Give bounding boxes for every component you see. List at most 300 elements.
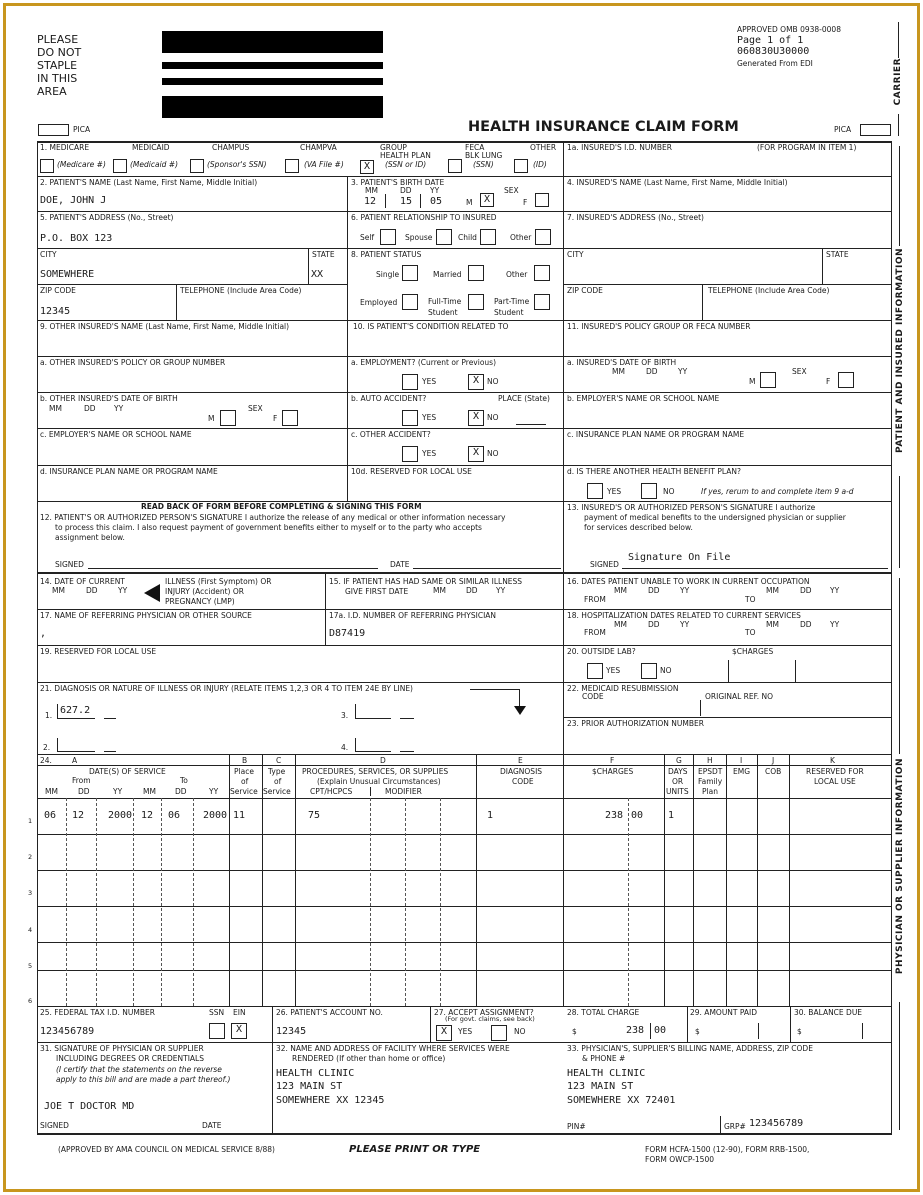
yy: YY <box>678 367 688 376</box>
rule <box>891 141 892 1134</box>
child-checkbox[interactable] <box>480 229 496 245</box>
box27-label: 27. ACCEPT ASSIGNMENT? <box>434 1008 534 1017</box>
box12-text: 12. PATIENT'S OR AUTHORIZED PERSON'S SIGNATURE I authorize the release of any medical or other information necessary <box>40 513 506 522</box>
box17a-label: 17a. I.D. NUMBER OF REFERRING PHYSICIAN <box>329 611 497 620</box>
signed-label: SIGNED <box>590 560 619 569</box>
auto-no-checkbox[interactable]: X <box>468 410 484 426</box>
rule <box>96 798 97 1006</box>
procedures-label: PROCEDURES, SERVICES, OR SUPPLIES <box>302 767 449 776</box>
yy: YY <box>113 787 123 796</box>
box11c-label: c. INSURANCE PLAN NAME OR PROGRAM NAME <box>567 430 745 439</box>
page-number: Page 1 of 1 <box>737 35 804 46</box>
side-arrow <box>899 476 900 568</box>
facility-name[interactable]: HEALTH CLINIC <box>276 1068 355 1079</box>
rule <box>133 798 134 1006</box>
m: M <box>208 414 215 423</box>
married-checkbox[interactable] <box>468 265 484 281</box>
dd: DD <box>466 586 478 595</box>
ssn-or-id: (SSN or ID) <box>385 160 427 169</box>
state-label: STATE <box>312 250 335 259</box>
ssn-label: SSN <box>209 1008 225 1017</box>
no-label: NO <box>663 487 675 496</box>
rule <box>295 754 296 1006</box>
other-male-checkbox[interactable] <box>220 410 236 426</box>
rule <box>88 568 378 569</box>
diagnosis-label: DIAGNOSIS <box>500 767 543 776</box>
box11b-label: b. EMPLOYER'S NAME OR SCHOOL NAME <box>567 394 720 403</box>
spouse-label: Spouse <box>405 233 433 242</box>
local-use-label: LOCAL USE <box>814 777 856 786</box>
feca-label: BLK LUNG <box>465 151 503 160</box>
row-number: 5 <box>28 962 33 970</box>
from-year[interactable]: 2000 <box>108 810 133 821</box>
rule <box>702 284 703 320</box>
diag-1-label: 1. <box>45 711 53 720</box>
mm: MM <box>612 367 625 376</box>
box17-label: 17. NAME OF REFERRING PHYSICIAN OR OTHER SOURCE <box>40 611 252 620</box>
telephone-label: TELEPHONE (Include Area Code) <box>708 286 830 295</box>
from-label: From <box>72 776 91 785</box>
other-label: Other <box>510 233 532 242</box>
col-b: B <box>242 756 248 765</box>
facility-city[interactable]: SOMEWHERE XX 12345 <box>276 1095 385 1106</box>
date-label: DATE <box>202 1121 222 1130</box>
currency: $ <box>572 1027 577 1036</box>
group-checkbox[interactable]: X <box>360 160 374 174</box>
rule <box>57 718 95 719</box>
group-number[interactable]: 123456789 <box>749 1118 804 1129</box>
rule <box>37 465 892 466</box>
sex-male-checkbox[interactable]: X <box>480 193 494 207</box>
row-number: 3 <box>28 889 33 897</box>
billing-city[interactable]: SOMEWHERE XX 72401 <box>567 1095 676 1106</box>
rule <box>664 754 665 1006</box>
yy: YY <box>118 586 128 595</box>
staple-line: AREA <box>37 85 67 98</box>
units-label: UNITS <box>666 787 689 796</box>
rule <box>440 798 441 1006</box>
mm: MM <box>766 620 779 629</box>
account-number[interactable]: 12345 <box>276 1026 307 1037</box>
rule <box>720 1116 721 1133</box>
box6-label: 6. PATIENT RELATIONSHIP TO INSURED <box>351 213 497 222</box>
ssn-checkbox[interactable] <box>209 1023 225 1039</box>
box32-label: 32. NAME AND ADDRESS OF FACILITY WHERE SERVICES WERE <box>276 1044 510 1053</box>
telephone-label: TELEPHONE (Include Area Code) <box>180 286 302 295</box>
total-charge[interactable]: 238 <box>626 1025 645 1036</box>
medicaid-label: MEDICAID <box>132 143 170 152</box>
modifier-label: MODIFIER <box>385 787 422 796</box>
referring-physician[interactable]: , <box>40 628 47 639</box>
birth-month[interactable]: 12 <box>364 196 377 207</box>
rule <box>628 798 629 1006</box>
box14-label: 14. DATE OF CURRENT <box>40 577 125 586</box>
dd: DD <box>648 620 660 629</box>
yes-label: YES <box>422 413 437 422</box>
rule <box>385 194 386 208</box>
to-day[interactable]: 06 <box>168 810 181 821</box>
rule <box>37 1006 892 1007</box>
rule <box>728 660 729 682</box>
pica-box-right[interactable] <box>860 124 891 136</box>
mm: MM <box>614 620 627 629</box>
box20-label: 20. OUTSIDE LAB? <box>567 647 636 656</box>
rule <box>355 704 356 718</box>
box10a-label: a. EMPLOYMENT? (Current or Previous) <box>351 358 497 367</box>
insured-signature[interactable]: Signature On File <box>628 552 731 563</box>
rule <box>405 798 406 1006</box>
full-time-checkbox[interactable] <box>468 294 484 310</box>
feca-checkbox[interactable] <box>448 159 462 173</box>
other-accident-no-checkbox[interactable]: X <box>468 446 484 462</box>
rule <box>37 211 892 212</box>
no-label: NO <box>487 377 499 386</box>
row-number: 1 <box>28 817 33 825</box>
rule <box>37 320 892 321</box>
charges-label: $CHARGES <box>732 647 774 656</box>
birth-day[interactable]: 15 <box>400 196 413 207</box>
box14-text: PREGNANCY (LMP) <box>165 597 235 606</box>
col-c: C <box>276 756 282 765</box>
patient-name[interactable]: DOE, JOHN J <box>40 195 107 206</box>
rule <box>37 392 892 393</box>
single-label: Single <box>376 270 400 279</box>
cpt-code[interactable]: 75 <box>308 810 321 821</box>
dd: DD <box>400 186 412 195</box>
ama-note: (APPROVED BY AMA COUNCIL ON MEDICAL SERVICE 8/88) <box>58 1145 275 1154</box>
box11-label: 11. INSURED'S POLICY GROUP OR FECA NUMBER <box>567 322 751 331</box>
other-plan-note: If yes, rerum to and complete item 9 a-d <box>701 487 854 496</box>
box11d-label: d. IS THERE ANOTHER HEALTH BENEFIT PLAN? <box>567 467 741 476</box>
box31-text: INCLUDING DEGREES OR CREDENTIALS <box>56 1054 204 1063</box>
other-label: OTHER <box>530 143 557 152</box>
form-number: FORM OWCP-1500 <box>645 1155 714 1164</box>
box31-text: apply to this bill and are made a part thereof.) <box>56 1075 231 1084</box>
married-label: Married <box>433 270 462 279</box>
outside-lab-yes-checkbox[interactable] <box>587 663 603 679</box>
from-day[interactable]: 12 <box>72 810 85 821</box>
rule <box>37 942 892 943</box>
box9b-label: b. OTHER INSURED'S DATE OF BIRTH <box>40 394 178 403</box>
single-checkbox[interactable] <box>402 265 418 281</box>
billing-street[interactable]: 123 MAIN ST <box>567 1081 634 1092</box>
rule <box>37 141 38 1134</box>
rule <box>370 798 371 1006</box>
box12-text: to process this claim. I also request payment of government benefits either to myself or to the party who accepts <box>55 523 482 532</box>
other-female-checkbox[interactable] <box>282 410 298 426</box>
box1a-note: (FOR PROGRAM IN ITEM 1) <box>757 143 857 152</box>
yy: YY <box>114 404 124 413</box>
medicaid-no: (Medicaid #) <box>130 160 179 169</box>
insured-male-checkbox[interactable] <box>760 372 776 388</box>
side-arrow <box>899 1002 900 1130</box>
dos-label: DATE(S) OF SERVICE <box>89 767 166 776</box>
outside-lab-no-checkbox[interactable] <box>641 663 657 679</box>
pica-box-left[interactable] <box>38 124 69 136</box>
medicare-checkbox[interactable] <box>40 159 54 173</box>
zip-label: ZIP CODE <box>567 286 603 295</box>
rule <box>66 798 67 1006</box>
box27-note: (For govt. claims, see back) <box>445 1015 535 1023</box>
other-plan-yes-checkbox[interactable] <box>587 483 603 499</box>
f: F <box>273 414 278 423</box>
box10c-label: c. OTHER ACCIDENT? <box>351 430 431 439</box>
carrier-arrow <box>898 114 899 136</box>
service-label: Service <box>230 787 258 796</box>
rule <box>789 754 790 1006</box>
yy: YY <box>430 186 440 195</box>
box10d-label: 10d. RESERVED FOR LOCAL USE <box>351 467 472 476</box>
box15-text: GIVE FIRST DATE <box>345 587 409 596</box>
sponsor-ssn: (Sponsor's SSN) <box>207 160 267 169</box>
form-number: FORM HCFA-1500 (12-90), FORM RRB-1500, <box>645 1145 810 1154</box>
part-time-checkbox[interactable] <box>534 294 550 310</box>
physician-side-label: PHYSICIAN OR SUPPLIER INFORMATION <box>895 758 905 975</box>
col-e: E <box>518 756 523 765</box>
col-d: D <box>380 756 386 765</box>
rule <box>563 717 892 718</box>
employed-label: Employed <box>360 298 398 307</box>
rule <box>272 1006 273 1134</box>
facility-street[interactable]: 123 MAIN ST <box>276 1081 343 1092</box>
currency: $ <box>695 1027 700 1036</box>
f: F <box>826 377 831 386</box>
rule <box>37 870 892 871</box>
rule <box>758 1023 759 1039</box>
group-label: HEALTH PLAN <box>380 151 431 160</box>
carrier-label: CARRIER <box>893 58 903 106</box>
redacted-block <box>162 62 383 69</box>
rule <box>347 176 348 501</box>
medicaid-checkbox[interactable] <box>113 159 127 173</box>
col-j: J <box>772 756 775 765</box>
box9c-label: c. EMPLOYER'S NAME OR SCHOOL NAME <box>40 430 192 439</box>
col-a: A <box>72 756 78 765</box>
of-label: of <box>274 777 282 786</box>
diag-3-label: 3. <box>341 711 349 720</box>
part-time-label: Student <box>494 308 524 317</box>
box14-text: ILLNESS (First Symptom) OR <box>165 577 272 586</box>
pica-right: PICA <box>834 125 852 134</box>
box14-text: INJURY (Accident) OR <box>165 587 244 596</box>
omb-approval: APPROVED OMB 0938-0008 <box>737 25 841 34</box>
physician-signature[interactable]: JOE T DOCTOR MD <box>44 1101 135 1112</box>
employed-checkbox[interactable] <box>402 294 418 310</box>
champva-checkbox[interactable] <box>285 159 299 173</box>
box13-text: for services described below. <box>584 523 693 532</box>
rule <box>355 751 391 752</box>
box22-label: 22. MEDICAID RESUBMISSION <box>567 684 679 693</box>
box9a-label: a. OTHER INSURED'S POLICY OR GROUP NUMBER <box>40 358 226 367</box>
from-label: FROM <box>584 595 606 604</box>
diag-2-label: 2. <box>43 743 51 752</box>
rule <box>757 754 758 1006</box>
rule <box>57 751 95 752</box>
box1-label: 1. MEDICARE <box>40 143 90 152</box>
rule <box>37 754 892 755</box>
box32-text: RENDERED (If other than home or office) <box>292 1054 446 1063</box>
insured-female-checkbox[interactable] <box>838 372 854 388</box>
box31-label: 31. SIGNATURE OF PHYSICIAN OR SUPPLIER <box>40 1044 204 1053</box>
total-charge-cents[interactable]: 00 <box>654 1025 667 1036</box>
other-status-checkbox[interactable] <box>534 265 550 281</box>
place-label: Place <box>234 767 254 776</box>
m: M <box>749 377 756 386</box>
rule <box>400 751 414 752</box>
rule <box>563 754 564 1006</box>
dd: DD <box>648 586 660 595</box>
yes-label: YES <box>422 449 437 458</box>
line-charge-cents[interactable]: 00 <box>631 810 644 821</box>
champus-label: CHAMPUS <box>212 143 250 152</box>
rule <box>687 1006 688 1042</box>
mm: MM <box>433 586 446 595</box>
referring-id[interactable]: D87419 <box>329 628 366 639</box>
no-label: NO <box>514 1027 526 1036</box>
place-of-service[interactable]: 11 <box>233 810 246 821</box>
city-label: CITY <box>567 250 584 259</box>
side-arrow <box>899 146 900 246</box>
state-label: STATE <box>826 250 849 259</box>
units[interactable]: 1 <box>668 810 675 821</box>
other-checkbox[interactable] <box>535 229 551 245</box>
ein-label: EIN <box>233 1008 246 1017</box>
read-back-heading: READ BACK OF FORM BEFORE COMPLETING & SIGNING THIS FORM <box>141 502 422 511</box>
rule <box>37 906 892 907</box>
patient-zip[interactable]: 12345 <box>40 306 71 317</box>
box21-label: 21. DIAGNOSIS OR NATURE OF ILLNESS OR INJURY (RELATE ITEMS 1,2,3 OR 4 TO ITEM 24E BY LINE) <box>40 684 413 693</box>
f: F <box>523 198 528 207</box>
no-label: NO <box>660 666 672 675</box>
service-label: Service <box>263 787 291 796</box>
diag-4-label: 4. <box>341 743 349 752</box>
diag-1-value[interactable]: 627.2 <box>60 705 91 716</box>
full-time-label: Full-Time <box>428 297 462 306</box>
billing-name[interactable]: HEALTH CLINIC <box>567 1068 646 1079</box>
sex: SEX <box>248 404 263 413</box>
auto-yes-checkbox[interactable] <box>402 410 418 426</box>
part-time-label: Part-Time <box>494 297 530 306</box>
rule <box>57 704 58 718</box>
yy: YY <box>209 787 219 796</box>
date-label: DATE <box>390 560 410 569</box>
rule <box>104 718 116 719</box>
box13-text: payment of medical benefits to the undersigned physician or supplier <box>584 513 846 522</box>
employment-no-checkbox[interactable]: X <box>468 374 484 390</box>
col-h: H <box>707 756 713 765</box>
yy: YY <box>680 586 690 595</box>
employment-yes-checkbox[interactable] <box>402 374 418 390</box>
rule <box>37 834 892 835</box>
box3-label: 3. PATIENT'S BIRTH DATE <box>351 178 445 187</box>
pointer-arrow-icon <box>144 584 160 602</box>
to-month[interactable]: 12 <box>141 810 154 821</box>
accept-yes-checkbox[interactable]: X <box>436 1025 452 1041</box>
box29-label: 29. AMOUNT PAID <box>690 1008 758 1017</box>
rule <box>37 356 892 357</box>
rule <box>726 754 727 1006</box>
no-label: NO <box>487 449 499 458</box>
other-accident-yes-checkbox[interactable] <box>402 446 418 462</box>
champus-checkbox[interactable] <box>190 159 204 173</box>
epsdt-label: EPSDT <box>698 767 723 776</box>
box10b-label: b. AUTO ACCIDENT? <box>351 394 427 403</box>
box2-label: 2. PATIENT'S NAME (Last Name, First Name, Middle Initial) <box>40 178 258 187</box>
self-checkbox[interactable] <box>380 229 396 245</box>
rule <box>400 718 414 719</box>
mm: MM <box>52 586 65 595</box>
rule <box>37 1133 892 1135</box>
row-number: 4 <box>28 926 33 934</box>
spouse-checkbox[interactable] <box>436 229 452 245</box>
rule <box>37 798 892 799</box>
redacted-block <box>162 96 383 118</box>
yy: YY <box>830 620 840 629</box>
other-plan-no-checkbox[interactable] <box>641 483 657 499</box>
to-year[interactable]: 2000 <box>203 810 228 821</box>
group-label: GROUP <box>380 143 407 152</box>
birth-year[interactable]: 05 <box>430 196 443 207</box>
patient-city[interactable]: SOMEWHERE <box>40 269 95 280</box>
from-month[interactable]: 06 <box>44 810 57 821</box>
rule <box>37 428 892 429</box>
rule <box>37 682 892 683</box>
yes-label: YES <box>458 1027 473 1036</box>
champva-label: CHAMPVA <box>300 143 337 152</box>
form-title: HEALTH INSURANCE CLAIM FORM <box>468 119 739 135</box>
diagnosis-code[interactable]: 1 <box>487 810 494 821</box>
other-checkbox[interactable] <box>514 159 528 173</box>
box11a-label: a. INSURED'S DATE OF BIRTH <box>567 358 677 367</box>
sex-female-checkbox[interactable] <box>535 193 549 207</box>
staple-line: IN THIS <box>37 72 78 85</box>
line-charge[interactable]: 238 <box>605 810 624 821</box>
to-label: To <box>180 776 188 785</box>
other-status-label: Other <box>506 270 528 279</box>
patient-side-label: PATIENT AND INSURED INFORMATION <box>895 248 905 453</box>
rule <box>790 1006 791 1042</box>
cpt-label: CPT/HCPCS <box>310 787 353 796</box>
mm: MM <box>143 787 156 796</box>
patient-address[interactable]: P.O. BOX 123 <box>40 233 113 244</box>
tax-id[interactable]: 123456789 <box>40 1026 95 1037</box>
medicare-no: (Medicare #) <box>57 160 106 169</box>
reserved-label: RESERVED FOR <box>806 767 864 776</box>
control-number: 060830U30000 <box>737 46 810 57</box>
grp-label: GRP# <box>724 1122 746 1131</box>
box9d-label: d. INSURANCE PLAN NAME OR PROGRAM NAME <box>40 467 218 476</box>
yes-label: YES <box>422 377 437 386</box>
rule <box>516 424 546 425</box>
signed-label: SIGNED <box>40 1121 69 1130</box>
child-label: Child <box>458 233 477 242</box>
row-number: 2 <box>28 853 33 861</box>
rule <box>355 738 356 752</box>
yes-label: YES <box>606 666 621 675</box>
box16-label: 16. DATES PATIENT UNABLE TO WORK IN CURRENT OCCUPATION <box>567 577 810 586</box>
ein-checkbox[interactable]: X <box>231 1023 247 1039</box>
redacted-block <box>162 78 383 85</box>
box25-label: 25. FEDERAL TAX I.D. NUMBER <box>40 1008 155 1017</box>
cob-label: COB <box>765 767 782 776</box>
rule <box>862 1023 863 1039</box>
rule <box>161 798 162 1006</box>
charges-label: $CHARGES <box>592 767 634 776</box>
patient-state[interactable]: XX <box>311 269 324 280</box>
place-label: PLACE (State) <box>498 394 550 403</box>
staple-line: STAPLE <box>37 59 78 72</box>
accept-no-checkbox[interactable] <box>491 1025 507 1041</box>
